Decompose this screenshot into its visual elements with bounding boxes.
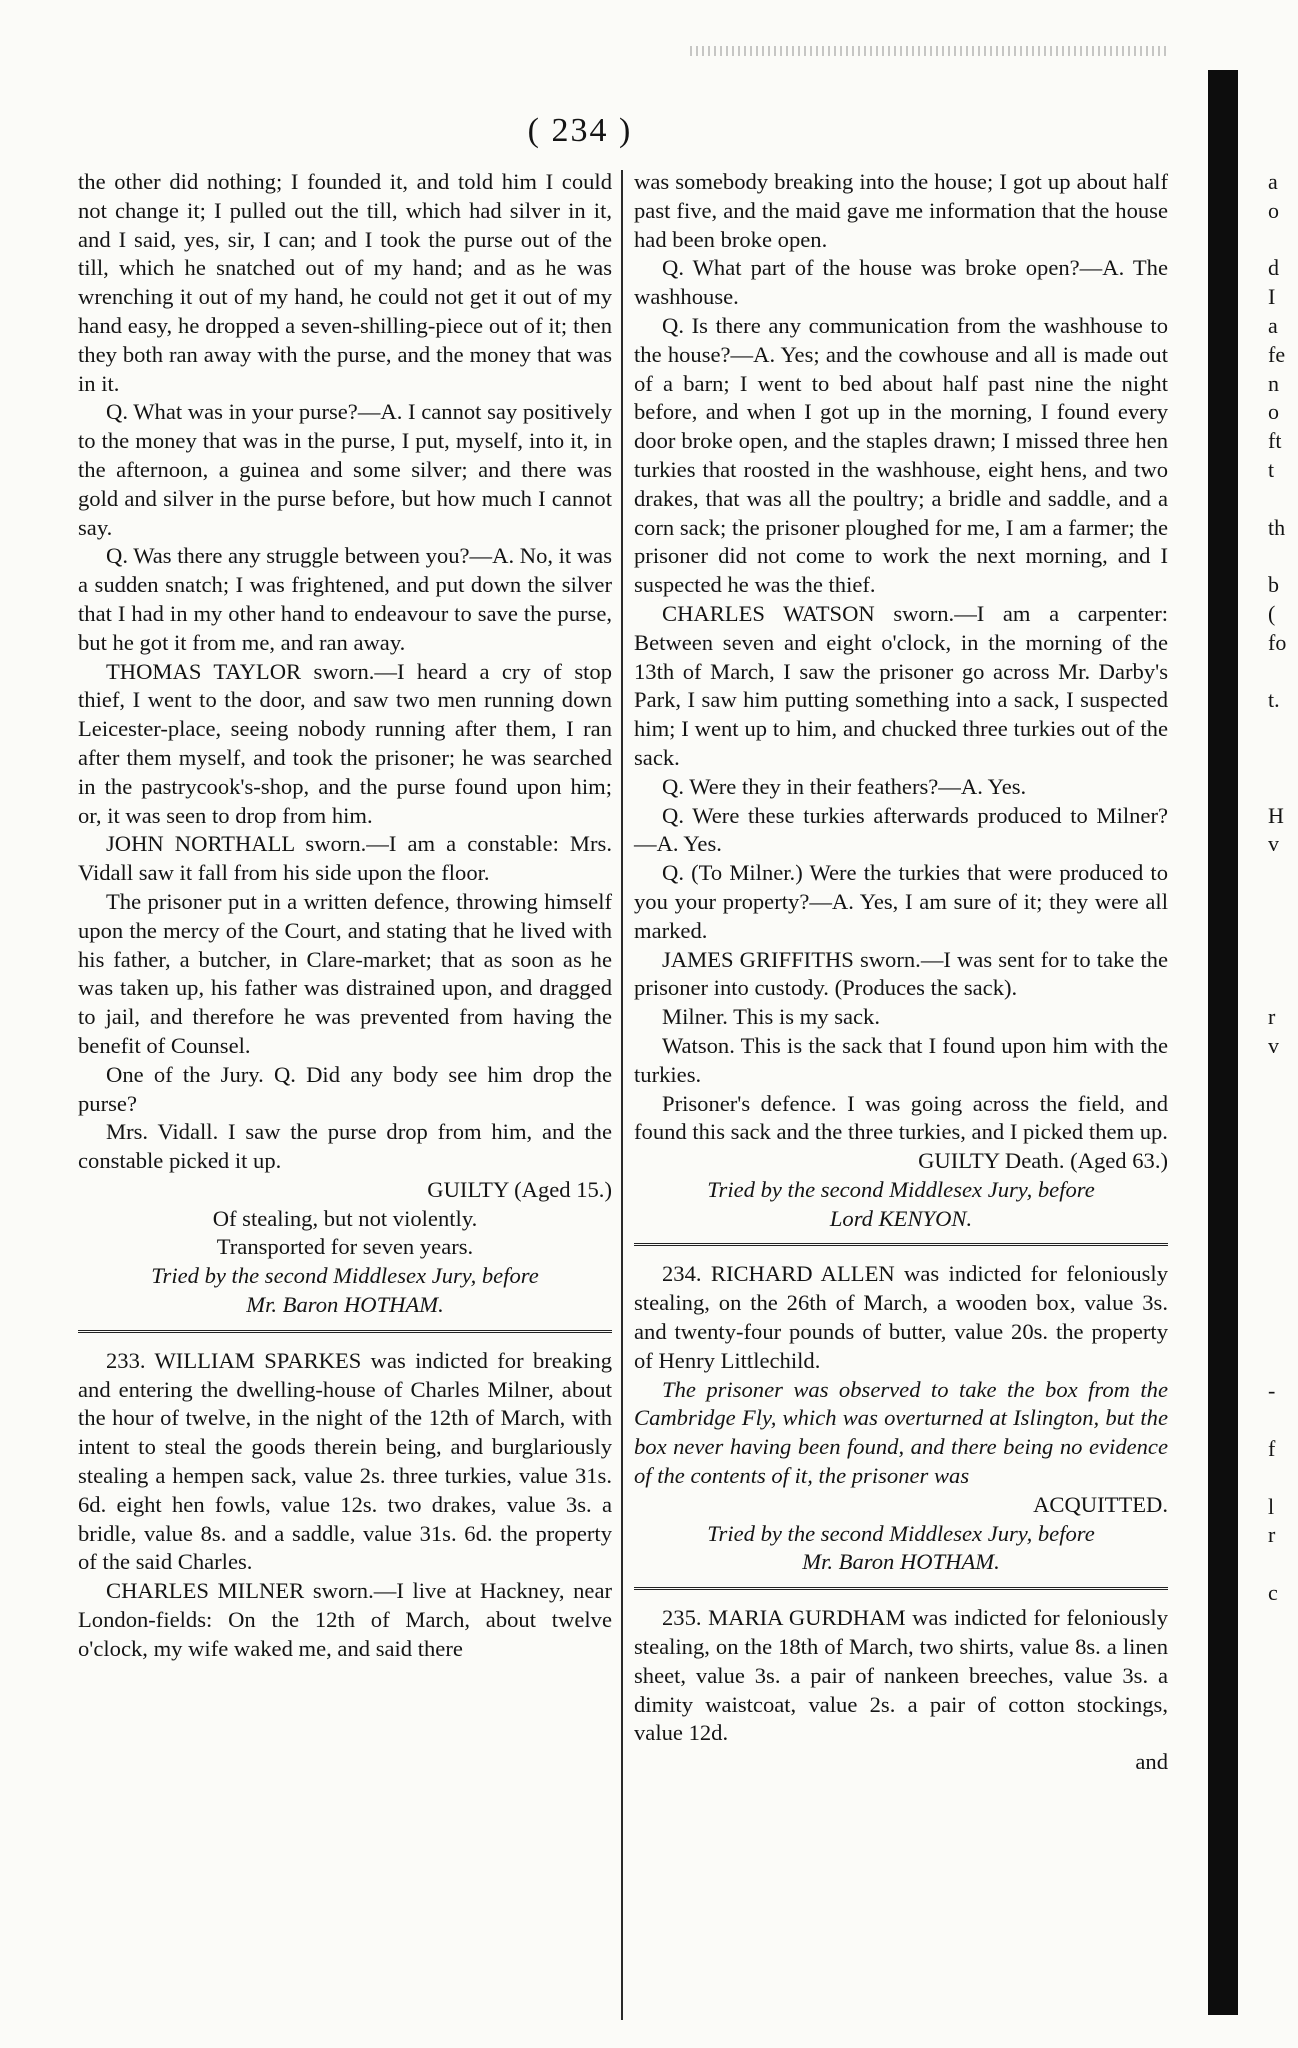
edge-fragment: l bbox=[1268, 1493, 1275, 1519]
edge-fragment: f bbox=[1268, 1436, 1276, 1462]
section-divider bbox=[634, 1243, 1168, 1248]
edge-fragment: v bbox=[1268, 1032, 1279, 1058]
paragraph-l5: JOHN NORTHALL sworn.—I am a constable: Mrs. Vidall saw it fall from his side upon the floor. bbox=[78, 831, 612, 886]
paragraph-r3: Q. Is there any communication from the washhouse to the house?—A. Yes; and the cowhouse and all is made out of a barn; I went to bed about half past nine the night before, and when I got up in the morning, I found every door broke open, and the staples drawn; I missed three hen turkies that roosted in the washhouse, eight hens, and two drakes, that was all the poultry; a bridle and saddle, and a corn sack; the prisoner ploughed for me, I am a farmer; the prisoner did not come to work the next morning, and I suspected he was the thief. bbox=[634, 312, 1168, 598]
paragraph-l8: Mrs. Vidall. I saw the purse drop from him, and the constable picked it up. bbox=[78, 1119, 612, 1174]
edge-fragment: I bbox=[1268, 284, 1276, 310]
paragraph-r5: Q. Were they in their feathers?—A. Yes. bbox=[662, 773, 1027, 799]
edge-fragment: H bbox=[1268, 802, 1284, 828]
edge-fragment bbox=[1268, 1550, 1298, 1579]
paragraph-r16: 234. RICHARD ALLEN was indicted for feloniously stealing, on the 26th of March, a wooden box, value 3s. and twenty-four pounds of butter, value 20s. the property of Henry Littlechild. bbox=[634, 1261, 1168, 1373]
paragraph-l3: Q. Was there any struggle between you?—A. No, it was a sudden snatch; I was frightened, and put down the silver that I had in my other hand to endeavour to save the purse, but he got it from me, and ran away. bbox=[78, 543, 612, 655]
paragraph-r1: was somebody breaking into the house; I got up about half past five, and the maid gave me information that the house had been broke open. bbox=[634, 169, 1168, 252]
edge-fragment bbox=[1268, 917, 1298, 946]
paragraph-r10: Watson. This is the sack that I found upon him with the turkies. bbox=[634, 1032, 1168, 1087]
edge-fragment bbox=[1268, 974, 1298, 1003]
paragraph-r18: ACQUITTED. bbox=[1033, 1491, 1168, 1517]
paragraph-r17: The prisoner was observed to take the box from the Cambridge Fly, which was overturned at Islington, but the box never having been found, and there being no evidence of the contents of it, the prisoner was bbox=[634, 1376, 1168, 1489]
edge-fragment: fe bbox=[1268, 341, 1286, 367]
adjacent-page-fragments bbox=[1268, 168, 1298, 1608]
page-edge-shadow bbox=[1208, 70, 1238, 2015]
paragraph-l9: GUILTY (Aged 15.) bbox=[427, 1176, 612, 1202]
edge-fragment bbox=[1268, 658, 1298, 687]
paragraph-r14: Lord KENYON. bbox=[829, 1205, 973, 1231]
edge-fragment: a bbox=[1268, 312, 1278, 338]
edge-fragment: - bbox=[1268, 1378, 1276, 1404]
edge-fragment bbox=[1268, 1147, 1298, 1176]
edge-fragment: t bbox=[1268, 456, 1275, 482]
edge-fragment bbox=[1268, 946, 1298, 975]
section-divider bbox=[78, 1330, 612, 1335]
edge-fragment bbox=[1268, 1406, 1298, 1435]
paragraph-r22: 235. MARIA GURDHAM was indicted for feloniously stealing, on the 18th of March, two shirts, value 8s. a linen sheet, value 3s. a pair of nankeen breeches, value 3s. a dimity waistcoat, value 2s. a pair of cotton stockings, value 12d. bbox=[634, 1605, 1168, 1746]
edge-fragment: c bbox=[1268, 1580, 1278, 1606]
edge-fragment bbox=[1268, 226, 1298, 255]
page-number: ( 234 ) bbox=[527, 112, 633, 149]
paragraph-r7: Q. (To Milner.) Were the turkies that were produced to you your property?—A. Yes, I am sure of it; they were all marked. bbox=[634, 860, 1168, 943]
left-column bbox=[78, 168, 612, 1664]
paragraph-r11: Prisoner's defence. I was going across the field, and found this sack and the three turkies, and I picked them up. bbox=[634, 1090, 1168, 1145]
edge-fragment: r bbox=[1268, 1004, 1276, 1030]
paragraph-r8: JAMES GRIFFITHS sworn.—I was sent for to take the prisoner into custody. (Produces the sack). bbox=[634, 946, 1168, 1001]
paragraph-r20: Mr. Baron HOTHAM. bbox=[802, 1549, 1000, 1575]
edge-fragment bbox=[1268, 542, 1298, 571]
paragraph-r4: CHARLES WATSON sworn.—I am a carpenter: Between seven and eight o'clock, in the morning of the 13th of March, I saw the prisoner go across Mr. Darby's Park, I saw him putting something into a sack, I suspected him; I went up to him, and chucked three turkies out of the sack. bbox=[634, 600, 1168, 770]
left-margin-marks bbox=[22, 60, 52, 2020]
section-divider bbox=[634, 1587, 1168, 1592]
paragraph-l16: CHARLES MILNER sworn.—I live at Hackney, near London-fields: On the 12th of March, about twelve o'clock, my wife waked me, and said there bbox=[78, 1578, 612, 1661]
edge-fragment bbox=[1268, 888, 1298, 917]
paragraph-r12: GUILTY Death. (Aged 63.) bbox=[918, 1148, 1168, 1174]
edge-fragment: ( bbox=[1268, 600, 1276, 626]
edge-fragment bbox=[1268, 1320, 1298, 1349]
edge-fragment bbox=[1268, 715, 1298, 744]
paragraph-r9: Milner. This is my sack. bbox=[662, 1004, 880, 1030]
scan-noise bbox=[690, 46, 1170, 56]
paragraph-r13: Tried by the second Middlesex Jury, before bbox=[707, 1176, 1095, 1202]
edge-fragment: d bbox=[1268, 255, 1279, 281]
paragraph-l4: THOMAS TAYLOR sworn.—I heard a cry of stop thief, I went to the door, and saw two men running down Leicester-place, seeing nobody running after them, I ran after them myself, and took the prisoner; he was searched in the pastrycook's-shop, and the purse found upon him; or, it was seen to drop from him. bbox=[78, 658, 612, 828]
edge-fragment: a bbox=[1268, 169, 1278, 194]
right-column bbox=[634, 168, 1168, 1777]
paragraph-l10: Of stealing, but not violently. bbox=[212, 1205, 478, 1231]
paragraph-r2: Q. What part of the house was broke open?—A. The washhouse. bbox=[634, 255, 1168, 310]
paragraph-l2: Q. What was in your purse?—A. I cannot say positively to the money that was in the purse, I put, myself, into it, in the afternoon, a guinea and some silver; and there was gold and silver in the purse before, but how much I cannot say. bbox=[78, 399, 612, 540]
paragraph-l7: One of the Jury. Q. Did any body see him drop the purse? bbox=[78, 1061, 612, 1116]
paragraph-l15: 233. WILLIAM SPARKES was indicted for breaking and entering the dwelling-house of Charles Milner, about the hour of twelve, in the night of the 12th of March, with intent to steal the goods therein being, and burglariously stealing a hempen sack, value 2s. three turkies, value 31s. 6d. eight hen fowls, value 12s. two drakes, value 3s. a bridle, value 8s. and a saddle, value 31s. 6d. the property of the said Charles. bbox=[78, 1347, 612, 1575]
edge-fragment bbox=[1268, 859, 1298, 888]
edge-fragment: o bbox=[1268, 197, 1279, 223]
edge-fragment bbox=[1268, 1205, 1298, 1234]
column-divider bbox=[621, 170, 623, 2020]
edge-fragment: r bbox=[1268, 1522, 1276, 1548]
edge-fragment: b bbox=[1268, 572, 1279, 598]
paragraph-r19: Tried by the second Middlesex Jury, before bbox=[707, 1520, 1095, 1546]
edge-fragment bbox=[1268, 1061, 1298, 1090]
edge-fragment bbox=[1268, 1464, 1298, 1493]
paragraph-l13: Mr. Baron HOTHAM. bbox=[246, 1292, 444, 1318]
edge-fragment: v bbox=[1268, 831, 1279, 857]
edge-fragment bbox=[1268, 1291, 1298, 1320]
paragraph-r6: Q. Were these turkies afterwards produced to Milner?—A. Yes. bbox=[634, 802, 1168, 857]
edge-fragment: t. bbox=[1268, 687, 1280, 713]
paragraph-l12: Tried by the second Middlesex Jury, before bbox=[151, 1263, 539, 1289]
edge-fragment bbox=[1268, 1349, 1298, 1378]
edge-fragment: fo bbox=[1268, 629, 1287, 655]
edge-fragment bbox=[1268, 773, 1298, 802]
edge-fragment bbox=[1268, 1262, 1298, 1291]
paragraph-r23: and bbox=[1135, 1749, 1168, 1775]
edge-fragment bbox=[1268, 1176, 1298, 1205]
paragraph-l1: the other did nothing; I founded it, and told him I could not change it; I pulled out the till, which had silver in it, and I said, yes, sir, I can; and I took the purse out of the till, which he snatched out of my hand; and as he was wrenching it out of my hand, he could not get it out of my hand easy, he dropped a seven-shilling-piece out of it; then they both ran away with the purse, and the money that was in it. bbox=[78, 169, 612, 396]
edge-fragment bbox=[1268, 1233, 1298, 1262]
paragraph-l11: Transported for seven years. bbox=[216, 1234, 474, 1260]
edge-fragment: th bbox=[1268, 514, 1286, 540]
edge-fragment: ft bbox=[1268, 428, 1282, 454]
edge-fragment bbox=[1268, 1118, 1298, 1147]
paragraph-l6: The prisoner put in a written defence, throwing himself upon the mercy of the Court, and stating that he lived with his father, a butcher, in Clare-market; that as soon as he was taken up, his father was distrained upon, and dragged to jail, and therefore he was prevented from having the benefit of Counsel. bbox=[78, 888, 612, 1058]
edge-fragment bbox=[1268, 485, 1298, 514]
edge-fragment bbox=[1268, 744, 1298, 773]
edge-fragment bbox=[1268, 1090, 1298, 1119]
edge-fragment: o bbox=[1268, 399, 1279, 425]
edge-fragment: n bbox=[1268, 370, 1279, 396]
